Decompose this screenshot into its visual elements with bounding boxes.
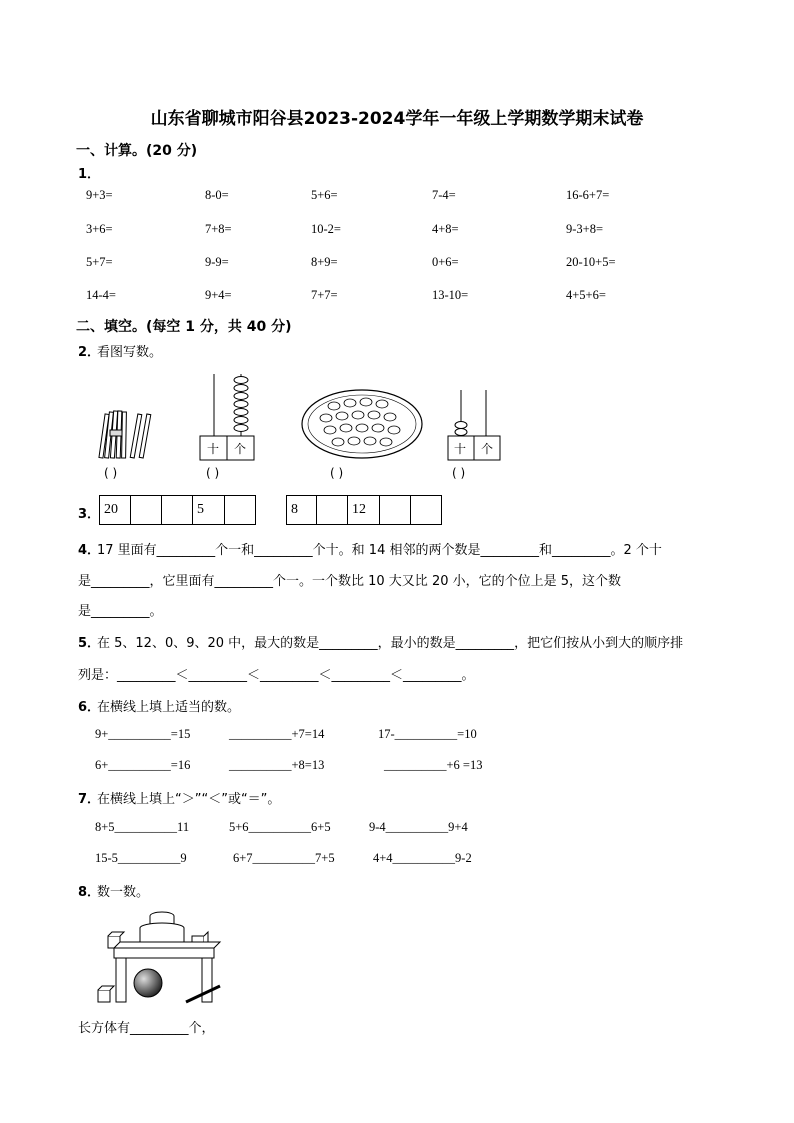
question-4-line-1: 17 里面有_________个一和_________个十。和 14 相邻的两个数是_________和_________。2 个十	[97, 543, 662, 558]
calc-item: 13-10=	[432, 288, 469, 302]
calc-item: 4+5+6=	[566, 288, 606, 302]
compare-item: 6+7__________7+5	[233, 851, 335, 865]
calc-item: 4+8=	[432, 222, 459, 236]
fill-blank-equation: __________+6 =13	[384, 758, 483, 772]
calc-item: 9-3+8=	[566, 222, 604, 236]
question-5-line-2: 列是：_________＜_________＜_________＜_________＜_________。	[78, 668, 475, 683]
compare-item: 5+6__________6+5	[229, 820, 331, 834]
section-1-heading: 一、计算。(20 分)	[76, 143, 198, 159]
calc-item: 14-4=	[86, 288, 116, 302]
answer-paren-1: ( )	[104, 466, 118, 480]
question-6-text: 在横线上填上适当的数。	[97, 700, 241, 715]
question-2-number: 2．	[78, 345, 101, 360]
calc-item: 16-6+7=	[566, 188, 610, 202]
stick-bundle-image	[96, 408, 160, 464]
sequence-cell-blank[interactable]	[224, 495, 256, 525]
calc-item: 7+8=	[205, 222, 232, 236]
answer-paren-2: ( )	[206, 466, 220, 480]
question-8-answer-line: 长方体有_________个，	[78, 1021, 215, 1036]
question-4-number: 4．	[78, 543, 101, 558]
sequence-cell-blank[interactable]	[161, 495, 193, 525]
calc-item: 7-4=	[432, 188, 456, 202]
question-5-line-1: 在 5、12、0、9、20 中，最大的数是_________，最小的数是_________，把它们按从小到大的顺序排	[97, 636, 684, 651]
question-8-text: 数一数。	[97, 885, 150, 900]
sequence-cell: 20	[99, 495, 131, 525]
calc-item: 10-2=	[311, 222, 341, 236]
sequence-cell: 8	[286, 495, 317, 525]
question-4-line-2: 是_________，它里面有_________个一。一个数比 10 大又比 20 小，它的个位上是 5，这个数	[78, 574, 622, 589]
tens-label: 十	[207, 442, 220, 456]
calc-item: 7+7=	[311, 288, 338, 302]
ones-label: 个	[481, 442, 494, 456]
calc-item: 9+4=	[205, 288, 232, 302]
fill-blank-equation: __________+8=13	[229, 758, 325, 772]
question-1-number: 1．	[78, 167, 101, 182]
ones-label: 个	[234, 442, 247, 456]
calc-item: 5+6=	[311, 188, 338, 202]
answer-paren-3: ( )	[330, 466, 344, 480]
section-2-heading: 二、填空。(每空 1 分，共 40 分)	[76, 319, 292, 335]
calc-item: 0+6=	[432, 255, 459, 269]
compare-item: 9-4__________9+4	[369, 820, 468, 834]
question-7-text: 在横线上填上“＞”“＜”或“＝”。	[97, 792, 281, 807]
calc-item: 20-10+5=	[566, 255, 616, 269]
question-3-number: 3．	[78, 507, 101, 522]
question-8-number: 8．	[78, 885, 101, 900]
compare-item: 4+4__________9-2	[373, 851, 472, 865]
question-5-number: 5．	[78, 636, 101, 651]
calc-item: 9+3=	[86, 188, 113, 202]
question-7-number: 7．	[78, 792, 101, 807]
compare-item: 15-5__________9	[95, 851, 187, 865]
question-2-text: 看图写数。	[97, 345, 163, 360]
tens-label: 十	[454, 442, 467, 456]
calc-item: 8+9=	[311, 255, 338, 269]
fill-blank-equation: 9+__________=15	[95, 727, 191, 741]
exam-title: 山东省聊城市阳谷县2023-2024学年一年级上学期数学期末试卷	[150, 109, 644, 129]
calc-item: 5+7=	[86, 255, 113, 269]
calc-item: 3+6=	[86, 222, 113, 236]
3d-shapes-image	[94, 906, 234, 1010]
question-4-line-3: 是_________。	[78, 604, 163, 619]
fill-blank-equation: 6+__________=16	[95, 758, 191, 772]
sequence-cell: 12	[347, 495, 380, 525]
sequence-cell: 5	[192, 495, 225, 525]
fill-blank-equation: 17-__________=10	[378, 727, 477, 741]
calc-item: 9-9=	[205, 255, 229, 269]
compare-item: 8+5__________11	[95, 820, 190, 834]
plate-of-chicks-image	[300, 388, 424, 460]
sequence-cell-blank[interactable]	[410, 495, 442, 525]
calc-item: 8-0=	[205, 188, 229, 202]
sequence-cell-blank[interactable]	[316, 495, 348, 525]
question-6-number: 6．	[78, 700, 101, 715]
sequence-cell-blank[interactable]	[130, 495, 162, 525]
sequence-cell-blank[interactable]	[379, 495, 411, 525]
fill-blank-equation: __________+7=14	[229, 727, 325, 741]
answer-paren-4: ( )	[452, 466, 466, 480]
